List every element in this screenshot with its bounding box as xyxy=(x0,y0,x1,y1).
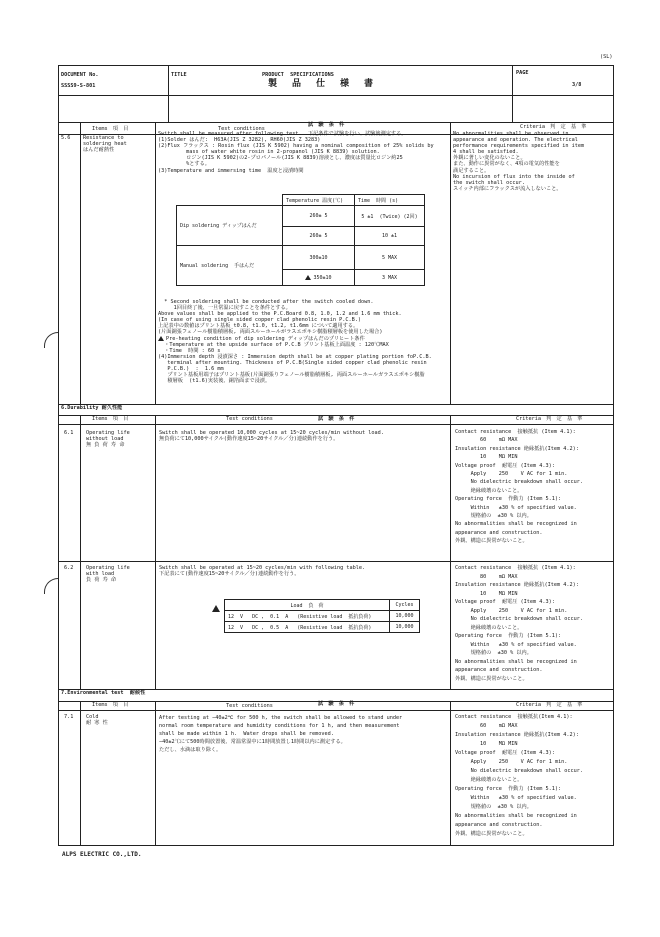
criteria-line: 外観、構造に異常がないこと。 xyxy=(455,675,528,682)
criteria-line: Insulation resistance 絶縁抵抗(Item 4.2): xyxy=(455,582,579,588)
s62-criteria xyxy=(455,564,583,683)
cond-line: normal room temperature and humidity conditions for 1 h, and then measurement xyxy=(159,723,400,729)
criteria-line: performance requirements specified in item xyxy=(453,143,585,150)
dip-temp-2: 260± 5 xyxy=(283,227,355,246)
s62-num: 6.2 xyxy=(64,565,74,571)
cond-line: −40±2℃にて500時間放置後、常温常湿中に1時間放置し1時間以内に測定する。 xyxy=(159,739,346,745)
criteria-line: 規格値の ±30 % 以内。 xyxy=(455,650,532,656)
col-num-line-6 xyxy=(80,415,81,690)
criteria-line: No abnormalities shall be recognized in xyxy=(455,813,577,819)
cond-line: Switch shall be operated 10,000 cycles at 15~20 cycles/min without load. xyxy=(159,430,384,436)
criteria-line: 外観、構造に異常がないこと。 xyxy=(455,831,528,837)
sec6-title: 6.Durability 耐久性能 xyxy=(61,405,123,411)
cond-line: terminal after mounting. Thickness of P.C.B(Single sided copper clad phenolic resin xyxy=(158,359,427,366)
criteria-line: 絶縁破壊のないこと。 xyxy=(455,777,523,783)
criteria-line: 絶縁破壊のないこと。 xyxy=(455,624,523,631)
cond-line: (1)Solder はんだ: H63A(JIS Z 3282), RH60(JIS Z 3283) xyxy=(158,137,321,144)
s61-num: 6.1 xyxy=(64,430,74,436)
dip-label: Dip soldering ディップはんだ xyxy=(177,206,283,246)
cond-line: プリント基板用端子はプリント基板(片面銅張りフェノール樹脂積層板, 両面スルーホールガラスエポキシ樹脂 xyxy=(158,372,425,379)
criteria-line: Insulation resistance 絶縁抵抗(Item 4.2): xyxy=(455,445,579,452)
s71-num: 7.1 xyxy=(64,714,74,720)
frame-bottom xyxy=(58,845,614,846)
s61-criteria xyxy=(455,428,583,546)
cond-line: (片面銅張フェノール樹脂積層板, 両面スルーホールがラスエポキシ樹脂積層板を使用した場合) xyxy=(158,329,383,336)
dip-time-1: 5 ±1 (Twice) (2回) xyxy=(355,206,425,227)
header-divider xyxy=(58,95,614,96)
col-conditions-jp-header: 試 験 条 件 xyxy=(318,701,355,707)
criteria-line: 規格値の ±30 % 以内。 xyxy=(455,513,532,520)
criteria-line: 80 mΩ MAX xyxy=(455,573,518,580)
dip-temp-1: 260± 5 xyxy=(283,206,355,227)
page-code: (SL) xyxy=(600,54,613,60)
s61-item xyxy=(86,430,130,448)
cycles-row-1: 10,000 xyxy=(390,611,420,622)
criteria-line: Voltage proof 耐電圧 (Item 4.3): xyxy=(455,750,555,756)
s71-criteria xyxy=(455,713,583,839)
col-items-header: Items 項 目 xyxy=(92,126,129,132)
title-jp: 製 品 仕 様 書 xyxy=(268,79,377,89)
col-item-line-7 xyxy=(155,701,156,846)
col-conditions-header: Test conditions xyxy=(226,703,273,709)
title-col-line xyxy=(168,65,169,123)
binding-mark xyxy=(44,332,58,348)
criteria-line: Insulation resistance 絶縁抵抗(Item 4.2): xyxy=(455,732,579,738)
cond-line: (3)Temperature and immersing time 温度と浸漬時間 xyxy=(158,167,304,174)
criteria-line: Operating force 作動力 (Item 5.1): xyxy=(455,786,562,792)
cond-line: Switch shall be measured after following test. 下記条件で試験を行い、試験後測定する。 xyxy=(158,131,407,137)
criteria-line: No dielectric breakdown shall occur. xyxy=(455,616,584,622)
s62-item-line: with load xyxy=(86,571,115,578)
s71-item xyxy=(86,714,108,726)
criteria-line: 10 MΩ MIN xyxy=(455,590,518,597)
cond-line: (4)Immersion depth 浸漬深さ : Immersion depth shall be at copper plating portion foP.C.B. xyxy=(158,353,432,360)
cond-line: ロジン(JIS K 5902)の2-プロパノール(JIS K 8839)溶液とし、濃度は質量比ロジン約25 xyxy=(158,155,403,162)
criteria-line: Operating force 作動力 (Item 5.1): xyxy=(455,633,562,639)
criteria-line: Within ±30 % of specified value. xyxy=(455,504,577,511)
frame-top xyxy=(58,65,614,66)
s56-conditions-top xyxy=(158,131,434,174)
col-num-line xyxy=(80,122,81,405)
cond-line: mass of water white rosin in 2-propanol (JIS K 8839) solution. xyxy=(158,149,380,156)
col-conditions-header: Test conditions xyxy=(218,126,265,132)
revision-triangle-icon xyxy=(212,598,222,617)
temperature-table xyxy=(176,194,425,286)
manual-label: Manual soldering 手はんだ xyxy=(177,246,283,286)
criteria-line: Operating force 作動力 (Item 5.1): xyxy=(455,496,562,503)
company-name: ALPS ELECTRIC CO.,LTD. xyxy=(62,851,142,858)
criteria-line: 60 mΩ MAX xyxy=(455,437,518,444)
criteria-line: No dielectric breakdown shall occur. xyxy=(455,479,584,486)
criteria-line: Contact resistance 接触抵抗 (Item 4.1): xyxy=(455,429,576,435)
cond-line: 無負荷にて10,000サイクル(動作速度15~20サイクル／分)連続動作を行う。 xyxy=(159,436,339,443)
criteria-line: Within ±30 % of specified value. xyxy=(455,641,577,648)
col-item-line xyxy=(155,122,156,405)
criteria-line: 規格値の ±30 % 以内。 xyxy=(455,804,532,810)
criteria-line: 絶縁破壊のないこと。 xyxy=(455,487,523,494)
temp-header: Temperature 温度(℃) xyxy=(283,195,355,206)
criteria-line: 外観、構造に異常がないこと。 xyxy=(455,538,528,545)
time-header: Time 時間 (s) xyxy=(355,195,425,206)
criteria-line: 10 MΩ MIN xyxy=(455,741,518,747)
col-cond-line-6 xyxy=(450,415,451,690)
criteria-line: スイッチ内部にフラックスが流入しないこと。 xyxy=(453,185,562,192)
criteria-line: Within ±30 % of specified value. xyxy=(455,795,577,801)
criteria-line: appearance and construction. xyxy=(455,822,543,828)
criteria-line: Contact resistance 接触抵抗 (Item 4.1): xyxy=(455,565,576,571)
sec6-top xyxy=(58,404,614,405)
criteria-line: 満足すること。 xyxy=(453,167,490,174)
criteria-line: 4 shall be satisfied. xyxy=(453,149,519,156)
cond-line: P.C.B.) : 1.6 mm xyxy=(158,366,224,373)
s62-item xyxy=(86,565,130,583)
criteria-line: appearance and construction. xyxy=(455,529,543,536)
criteria-line: No abnormalities shall be observed in xyxy=(453,131,569,137)
col-criteria-header: Criteria 判 定 基 準 xyxy=(516,702,583,708)
s56-item-line: はんだ耐熱性 xyxy=(83,147,115,154)
criteria-line: No abnormalities shall be recognized in xyxy=(455,521,577,528)
title-label: TITLE xyxy=(171,72,187,78)
man-time-2: 3 MAX xyxy=(355,270,425,286)
col-conditions-header: Test conditions xyxy=(226,416,273,422)
frame-right xyxy=(613,65,614,846)
cond-line: 下記表にて(動作速度15~20サイクル／分)連続動作を行う。 xyxy=(159,571,300,578)
s56-num: 5.6 xyxy=(61,135,71,141)
criteria-line: Voltage proof 耐電圧 (Item 4.3): xyxy=(455,462,555,469)
col-criteria-header: Criteria 判 定 基 準 xyxy=(520,124,587,130)
criteria-line: Apply 250 V AC for 1 min. xyxy=(455,471,568,478)
criteria-line: Contact resistance 接触抵抗(Item 4.1): xyxy=(455,714,573,720)
cond-line: * Second soldering shall be conducted after the switch cooled down. xyxy=(158,299,374,305)
s62-item-line: Operating life xyxy=(86,565,130,571)
col-item-line-6 xyxy=(155,415,156,690)
s61-item-line: Operating life xyxy=(86,430,130,436)
revision-triangle-icon xyxy=(158,336,164,341)
cond-line: 積層板 (t1.6)実装後、銅箔面まで浸漬。 xyxy=(158,378,271,385)
s61-conditions xyxy=(159,430,384,442)
col-items-header: Items 項 目 xyxy=(92,416,129,422)
col-conditions-jp-header: 試 験 条 件 xyxy=(308,122,345,128)
title-en: PRODUCT SPECIFICATIONS xyxy=(262,72,334,78)
s62-conditions xyxy=(159,565,365,577)
cond-line: ・Time 時間 : 60 s xyxy=(158,347,221,354)
criteria-line: Apply 250 V AC for 1 min. xyxy=(455,607,568,614)
criteria-line: 60 mΩ MAX xyxy=(455,723,518,729)
s56-criteria xyxy=(453,131,584,192)
s61-bottom xyxy=(58,561,614,562)
sec6-colhead-bottom xyxy=(58,424,614,425)
criteria-line: appearance and construction. xyxy=(455,667,543,673)
s56-item-line: Resistance to xyxy=(83,135,124,141)
load-table xyxy=(224,599,420,633)
s71-item-line: 耐 寒 性 xyxy=(86,720,108,727)
criteria-line: appearance and operation. The electrical xyxy=(453,137,578,144)
col-items-header: Items 項 目 xyxy=(92,702,129,708)
cond-line: Above values shall be applied to the P.C.Board 0.8, 1.0, 1.2 and 1.6 mm thick. xyxy=(158,311,402,318)
page-col-line xyxy=(512,65,513,123)
s71-item-line: Cold xyxy=(86,714,99,720)
binding-mark xyxy=(44,578,58,594)
col-cond-line xyxy=(450,122,451,405)
col-num-line-7 xyxy=(80,701,81,846)
man-temp-2: 350±10 xyxy=(283,270,355,286)
s56-item xyxy=(83,135,127,153)
criteria-line: No abnormalities shall be recognized in xyxy=(455,658,577,665)
s61-item-line: 無 負 荷 寿 命 xyxy=(86,442,125,449)
s56-item-line: soldering heat xyxy=(83,141,127,148)
cond-line: (2)Flux フラックス : Rosin flux (JIS K 5902) having a nominal composition of 25% solids by xyxy=(158,143,434,150)
s61-item-line: without load xyxy=(86,436,124,443)
sec7-colhead-bottom xyxy=(58,710,614,711)
cond-line: (In case of using single sided copper clad phenolic resin P.C.B.) xyxy=(158,317,362,324)
col-conditions-jp-header: 試 験 条 件 xyxy=(318,416,355,422)
cond-line: %とする。 xyxy=(158,161,210,168)
cycles-header: Cycles xyxy=(390,600,420,611)
s62-item-line: 負 荷 寿 命 xyxy=(86,577,117,584)
page-label: PAGE xyxy=(516,70,529,76)
criteria-line: 外観に著しい変化のないこと。 xyxy=(453,155,526,162)
load-row-1: 12 V DC , 0.1 A (Resistive load 抵抗負荷) xyxy=(225,611,390,622)
doc-label: DOCUMENT No. xyxy=(61,72,99,78)
cond-line: ・Temperature at the upside surface of P.C.B プリント基板上面温度 : 120℃MAX xyxy=(158,341,389,348)
man-temp-1: 300±10 xyxy=(283,246,355,270)
cycles-row-2: 10,000 xyxy=(390,622,420,633)
col-criteria-header: Criteria 判 定 基 準 xyxy=(516,416,583,422)
s71-conditions xyxy=(159,714,402,754)
revision-triangle-icon xyxy=(305,275,311,280)
criteria-line: No incursion of flux into the inside of xyxy=(453,173,575,180)
s56-conditions-bottom xyxy=(158,299,432,384)
cond-line: Pre-heating condition of dip soldering ディップはんだのプリヒート条件 xyxy=(158,336,432,342)
cond-line: shall be made within 1 h. Water drops shall be removed. xyxy=(159,731,334,737)
doc-number: SSSS9-S-801 xyxy=(61,83,96,89)
cond-line: 上記表中の数値はプリント基板 t0.8, t1.0, t1.2, t1.6mm について適用する。 xyxy=(158,323,359,330)
criteria-line: Apply 250 V AC for 1 min. xyxy=(455,759,568,765)
sec7-title: 7.Environmental test 耐候性 xyxy=(61,690,146,696)
criteria-line: 10 MΩ MIN xyxy=(455,454,518,461)
dip-time-2: 10 ±1 xyxy=(355,227,425,246)
cond-line: After testing at −40±2℃ for 500 h, the switch shall be allowed to stand under xyxy=(159,715,403,721)
col-cond-line-7 xyxy=(450,701,451,846)
frame-left xyxy=(58,65,59,846)
load-row-2: 12 V DC , 0.5 A (Resistive load 抵抗負荷) xyxy=(225,622,390,633)
cond-line: 1回目終了後、一旦常温に戻すことを条件とする。 xyxy=(158,305,291,312)
load-header: Load 負 荷 xyxy=(225,600,390,611)
man-time-1: 5 MAX xyxy=(355,246,425,270)
cond-line: ただし、水滴は取り除く。 xyxy=(159,747,222,753)
criteria-line: また、動作に異常がなく、4項の電気的性能を xyxy=(453,161,560,168)
page-value: 3/8 xyxy=(572,82,582,88)
criteria-line: No dielectric breakdown shall occur. xyxy=(455,768,584,774)
criteria-line: Voltage proof 耐電圧 (Item 4.3): xyxy=(455,599,555,605)
criteria-line: the switch shall occur. xyxy=(453,179,525,186)
cond-line: Switch shall be operated at 15~20 cycles/min with following table. xyxy=(159,565,366,571)
